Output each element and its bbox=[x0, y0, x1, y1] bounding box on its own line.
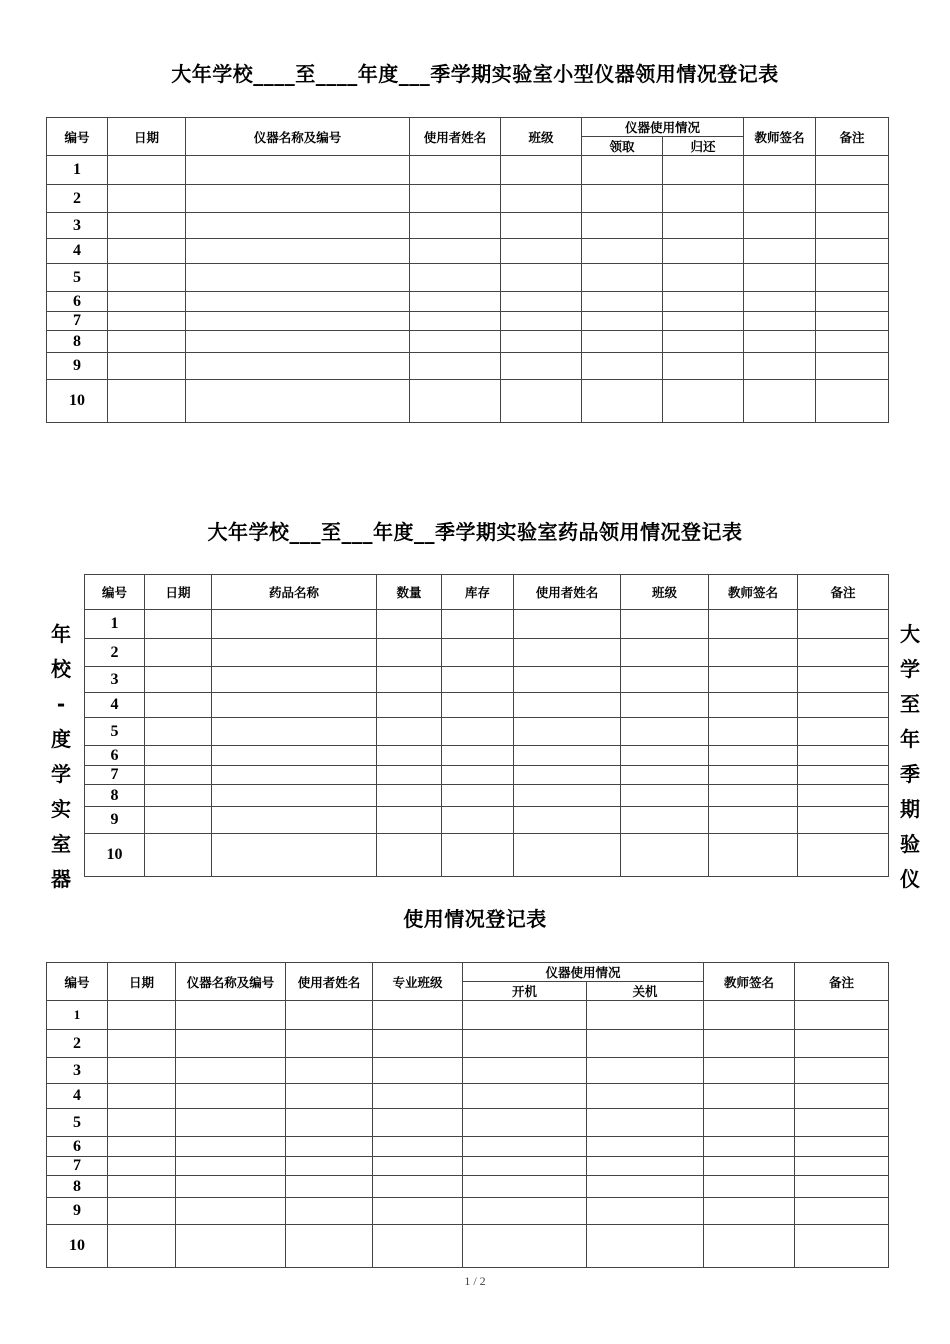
row-number: 9 bbox=[47, 353, 108, 380]
row-number: 4 bbox=[47, 1084, 108, 1109]
header-date: 日期 bbox=[145, 575, 212, 610]
row-number: 2 bbox=[85, 639, 145, 667]
table-row bbox=[47, 1225, 889, 1268]
row-number: 6 bbox=[85, 746, 145, 766]
row-number: 5 bbox=[47, 264, 108, 292]
header-quantity: 数量 bbox=[377, 575, 442, 610]
header-major-class: 专业班级 bbox=[373, 963, 463, 1001]
header-instrument-name: 仪器名称及编号 bbox=[176, 963, 286, 1001]
table-row bbox=[47, 239, 889, 264]
header-receive: 领取 bbox=[582, 137, 663, 156]
table-row bbox=[47, 1001, 889, 1030]
table-row bbox=[85, 667, 889, 693]
table-row bbox=[47, 1157, 889, 1176]
table-row bbox=[47, 1030, 889, 1058]
row-number: 6 bbox=[47, 1137, 108, 1157]
header-instrument-name: 仪器名称及编号 bbox=[186, 118, 410, 156]
table-row bbox=[85, 766, 889, 785]
row-number: 4 bbox=[47, 239, 108, 264]
table-row bbox=[85, 834, 889, 877]
header-usage-group: 仪器使用情况 bbox=[582, 118, 744, 137]
row-number: 5 bbox=[47, 1109, 108, 1137]
header-class: 班级 bbox=[501, 118, 582, 156]
row-number: 7 bbox=[47, 1157, 108, 1176]
page-number: 1 / 2 bbox=[464, 1274, 486, 1288]
header-user-name: 使用者姓名 bbox=[514, 575, 621, 610]
table-row bbox=[47, 185, 889, 213]
table-row bbox=[85, 746, 889, 766]
header-user-name: 使用者姓名 bbox=[286, 963, 373, 1001]
instrument-register-table bbox=[46, 117, 889, 423]
table-row bbox=[47, 156, 889, 185]
row-number: 1 bbox=[47, 156, 108, 185]
row-number: 6 bbox=[47, 292, 108, 312]
header-stock: 库存 bbox=[442, 575, 514, 610]
header-power-off: 关机 bbox=[587, 982, 704, 1001]
table-row bbox=[47, 1137, 889, 1157]
row-number: 3 bbox=[47, 1058, 108, 1084]
header-note: 备注 bbox=[798, 575, 889, 610]
header-chemical-name: 药品名称 bbox=[212, 575, 377, 610]
table-row bbox=[85, 610, 889, 639]
table-row bbox=[85, 785, 889, 807]
table1-title: 大年学校____至____年度___季学期实验室小型仪器领用情况登记表 bbox=[171, 62, 779, 86]
header-teacher-sign: 教师签名 bbox=[704, 963, 795, 1001]
table2-title: 大年学校___至___年度__季学期实验室药品领用情况登记表 bbox=[207, 520, 743, 544]
row-number: 8 bbox=[47, 1176, 108, 1198]
row-number: 9 bbox=[85, 807, 145, 834]
row-number: 10 bbox=[47, 380, 108, 423]
row-number: 8 bbox=[85, 785, 145, 807]
row-number: 1 bbox=[85, 610, 145, 639]
row-number: 9 bbox=[47, 1198, 108, 1225]
row-number: 10 bbox=[85, 834, 145, 877]
header-date: 日期 bbox=[108, 118, 186, 156]
table-row bbox=[47, 1176, 889, 1198]
table-row bbox=[47, 331, 889, 353]
side-text-left: 年 校 - 度 学 实 室 器 bbox=[51, 622, 71, 891]
row-number: 7 bbox=[47, 312, 108, 331]
table-row bbox=[47, 292, 889, 312]
row-number: 4 bbox=[85, 693, 145, 718]
table-row bbox=[85, 639, 889, 667]
table-row bbox=[47, 264, 889, 292]
header-note: 备注 bbox=[795, 963, 889, 1001]
instrument-usage-table bbox=[46, 962, 889, 1268]
header-no: 编号 bbox=[47, 118, 108, 156]
row-number: 2 bbox=[47, 185, 108, 213]
table3-title: 使用情况登记表 bbox=[403, 907, 547, 931]
table-row bbox=[85, 807, 889, 834]
row-number: 2 bbox=[47, 1030, 108, 1058]
row-number: 7 bbox=[85, 766, 145, 785]
header-no: 编号 bbox=[47, 963, 108, 1001]
table-row bbox=[47, 312, 889, 331]
header-no: 编号 bbox=[85, 575, 145, 610]
header-note: 备注 bbox=[816, 118, 889, 156]
row-number: 1 bbox=[47, 1001, 108, 1030]
table-row bbox=[47, 1058, 889, 1084]
table-row bbox=[85, 718, 889, 746]
row-number: 5 bbox=[85, 718, 145, 746]
table-row bbox=[47, 213, 889, 239]
header-class: 班级 bbox=[621, 575, 709, 610]
header-user-name: 使用者姓名 bbox=[410, 118, 501, 156]
table-row bbox=[47, 1109, 889, 1137]
table-row bbox=[47, 1198, 889, 1225]
header-teacher-sign: 教师签名 bbox=[744, 118, 816, 156]
row-number: 10 bbox=[47, 1225, 108, 1268]
chemical-register-table bbox=[84, 574, 889, 877]
header-teacher-sign: 教师签名 bbox=[709, 575, 798, 610]
row-number: 3 bbox=[47, 213, 108, 239]
row-number: 3 bbox=[85, 667, 145, 693]
side-text-right: 大 学 至 年 季 期 验 仪 bbox=[900, 622, 920, 891]
table-row bbox=[85, 693, 889, 718]
header-return: 归还 bbox=[663, 137, 744, 156]
header-power-on: 开机 bbox=[463, 982, 587, 1001]
row-number: 8 bbox=[47, 331, 108, 353]
table-row bbox=[47, 353, 889, 380]
header-usage-group: 仪器使用情况 bbox=[463, 963, 704, 982]
table-row bbox=[47, 380, 889, 423]
table-row bbox=[47, 1084, 889, 1109]
header-date: 日期 bbox=[108, 963, 176, 1001]
